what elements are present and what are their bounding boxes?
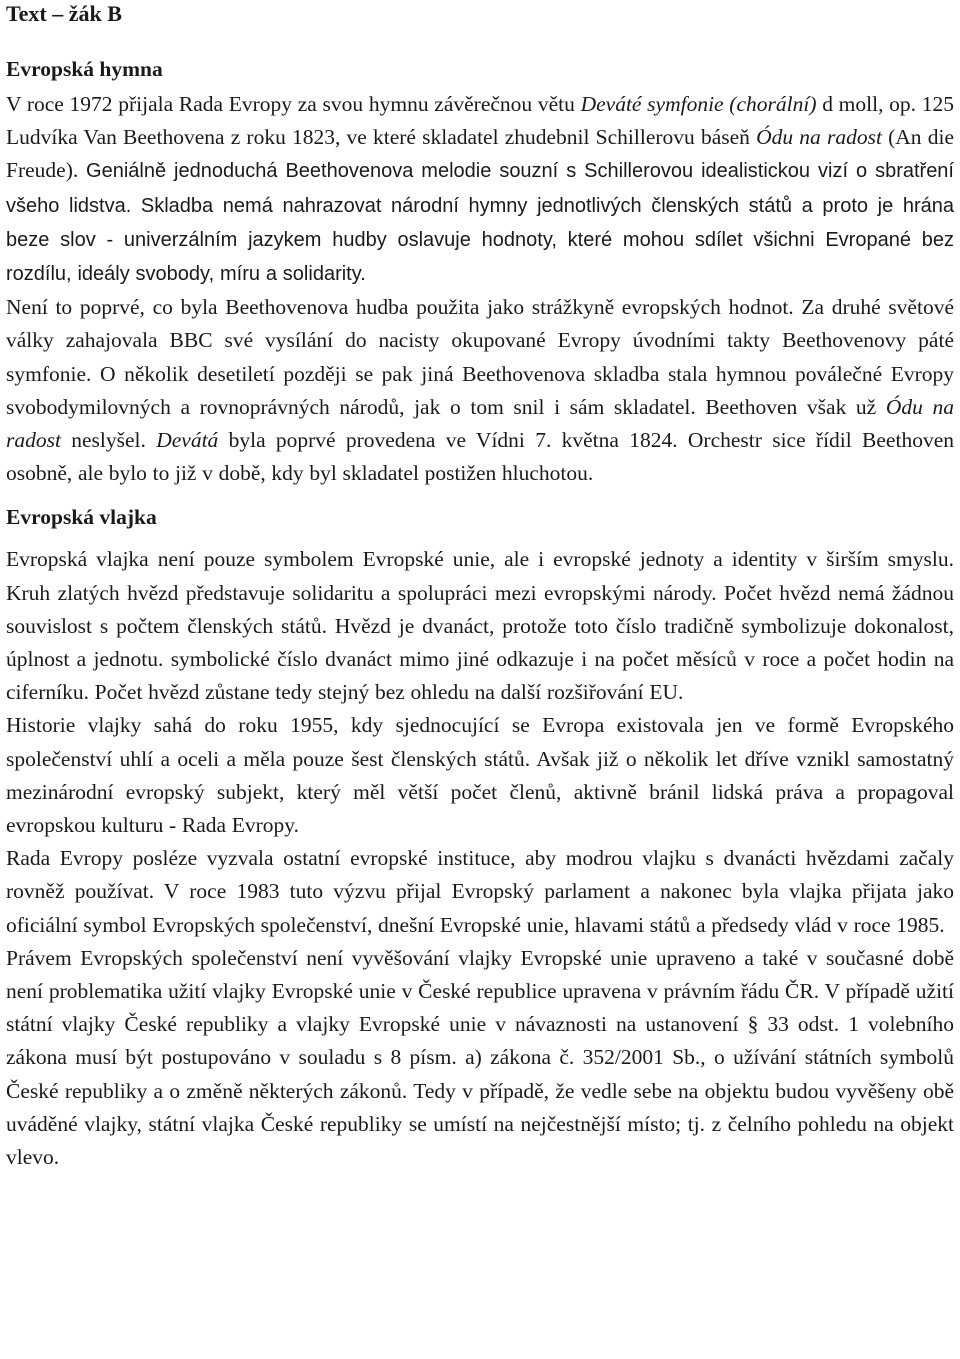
italic-title: Ódu na radost: [6, 394, 955, 453]
text-run: d moll, op. 125 Ludvíka Van Beethovena z roku 1823, ve které skladatel zhudebnil Schillerovu báseň: [6, 92, 954, 150]
section-heading-flag: Evropská vlajka: [6, 505, 157, 530]
text-run: neslyšel.: [60, 428, 157, 453]
text-run: byla poprvé provedena ve Vídni 7. května 1824. Orchestr sice řídil Beethoven osobně, ale bylo to již v době, kdy byl skladatel postižen hluchotou.: [6, 428, 954, 486]
text-run: Není to poprvé, co byla Beethovenova hudba použita jako strážkyně evropských hodnot. Za druhé světové války zahajovala BBC své vysílání do nacisty okupované Evropy úvodními takty Beethovenovy páté symfonie. O několik desetiletí později se pak jiná Beethovenova skladba stala hymnou poválečné Evropy svobodymilovných a rovnoprávných národů, jak o tom snil i sám skladatel. Beethoven však už: [6, 295, 954, 419]
section-heading-hymn: Evropská hymna: [6, 57, 163, 81]
italic-title: Deváté symfonie (chorální): [580, 92, 817, 116]
paragraph-flag-4: Právem Evropských společenství není vyvěšování vlajky Evropské unie upraveno a také v současné době není problematika užití vlajky Evropské unie v České republice upravena v právním řádu ČR. V případě užití státní vlajky České republiky a vlajky Evropské unie v návaznosti na ustanovení § 33 odst. 1 volebního zákona musí být postupováno v souladu s 8 písm. a) zákona č. 352/2001 Sb., o užívání státních symbolů České republiky a o změně některých zákonů. Tedy v případě, že vedle sebe na objektu budou vyvěšeny obě uváděné vlajky, státní vlajka České republiky se umístí na nejčestnější místo; tj. z čelního pohledu na objekt vlevo.: [6, 945, 954, 1170]
paragraph-hymn-1: [6, 88, 954, 291]
paragraph-flag-2: Historie vlajky sahá do roku 1955, kdy sjednocující se Evropa existovala jen ve formě Evropského společenství uhlí a oceli a měla pouze šest členských států. Avšak již o několik let dříve vznikl samostatný mezinárodní evropský subjekt, který měl větší počet členů, aktivně bránil lidská práva a propagoval evropskou kulturu - Rada Evropy.: [6, 713, 954, 838]
italic-title: Ódu na radost: [756, 125, 882, 150]
text-run: V roce 1972 přijala Rada Evropy za svou hymnu závěrečnou větu: [6, 92, 581, 116]
paragraph-hymn-2: [6, 291, 954, 490]
paragraph-flag-3: Rada Evropy posléze vyzvala ostatní evropské instituce, aby modrou vlajku s dvanácti hvězdami začaly rovněž používat. V roce 1983 tuto výzvu přijal Evropský parlament a nakonec byla vlajka přijata jako oficiální symbol Evropských společenství, dnešní Evropské unie, hlavami států a předsedy vlád v roce 1985.: [6, 846, 954, 937]
paragraph-flag-1: Evropská vlajka není pouze symbolem Evropské unie, ale i evropské jednoty a identity v širším smyslu. Kruh zlatých hvězd představuje solidaritu a spolupráci mezi evropskými národy. Počet hvězd nemá žádnou souvislost s počtem členských států. Hvězd je dvanáct, protože toto číslo tradičně symbolizuje dokonalost, úplnost a jednotu. symbolické číslo dvanáct mimo jiné odkazuje i na počet měsíců v roce a počet hodin na ciferníku. Počet hvězd zůstane tedy stejný bez ohledu na další rozšiřování EU.: [6, 547, 954, 705]
document-title: Text – žák B: [6, 1, 122, 26]
text-run-sans: Geniálně jednoduchá Beethovenova melodie souzní s Schillerovou idealistickou vizí o sbratření všeho lidstva. Skladba nemá nahrazovat národní hymny jednotlivých členských států a proto je hrána beze slov - univerzálním jazykem hudby oslavuje hodnoty, které mohou sdílet všichni Evropané bez rozdílu, ideály svobody, míru a solidarity.: [6, 160, 954, 286]
text-run: (An die Freude).: [6, 125, 954, 183]
italic-title: Devátá: [156, 428, 219, 453]
